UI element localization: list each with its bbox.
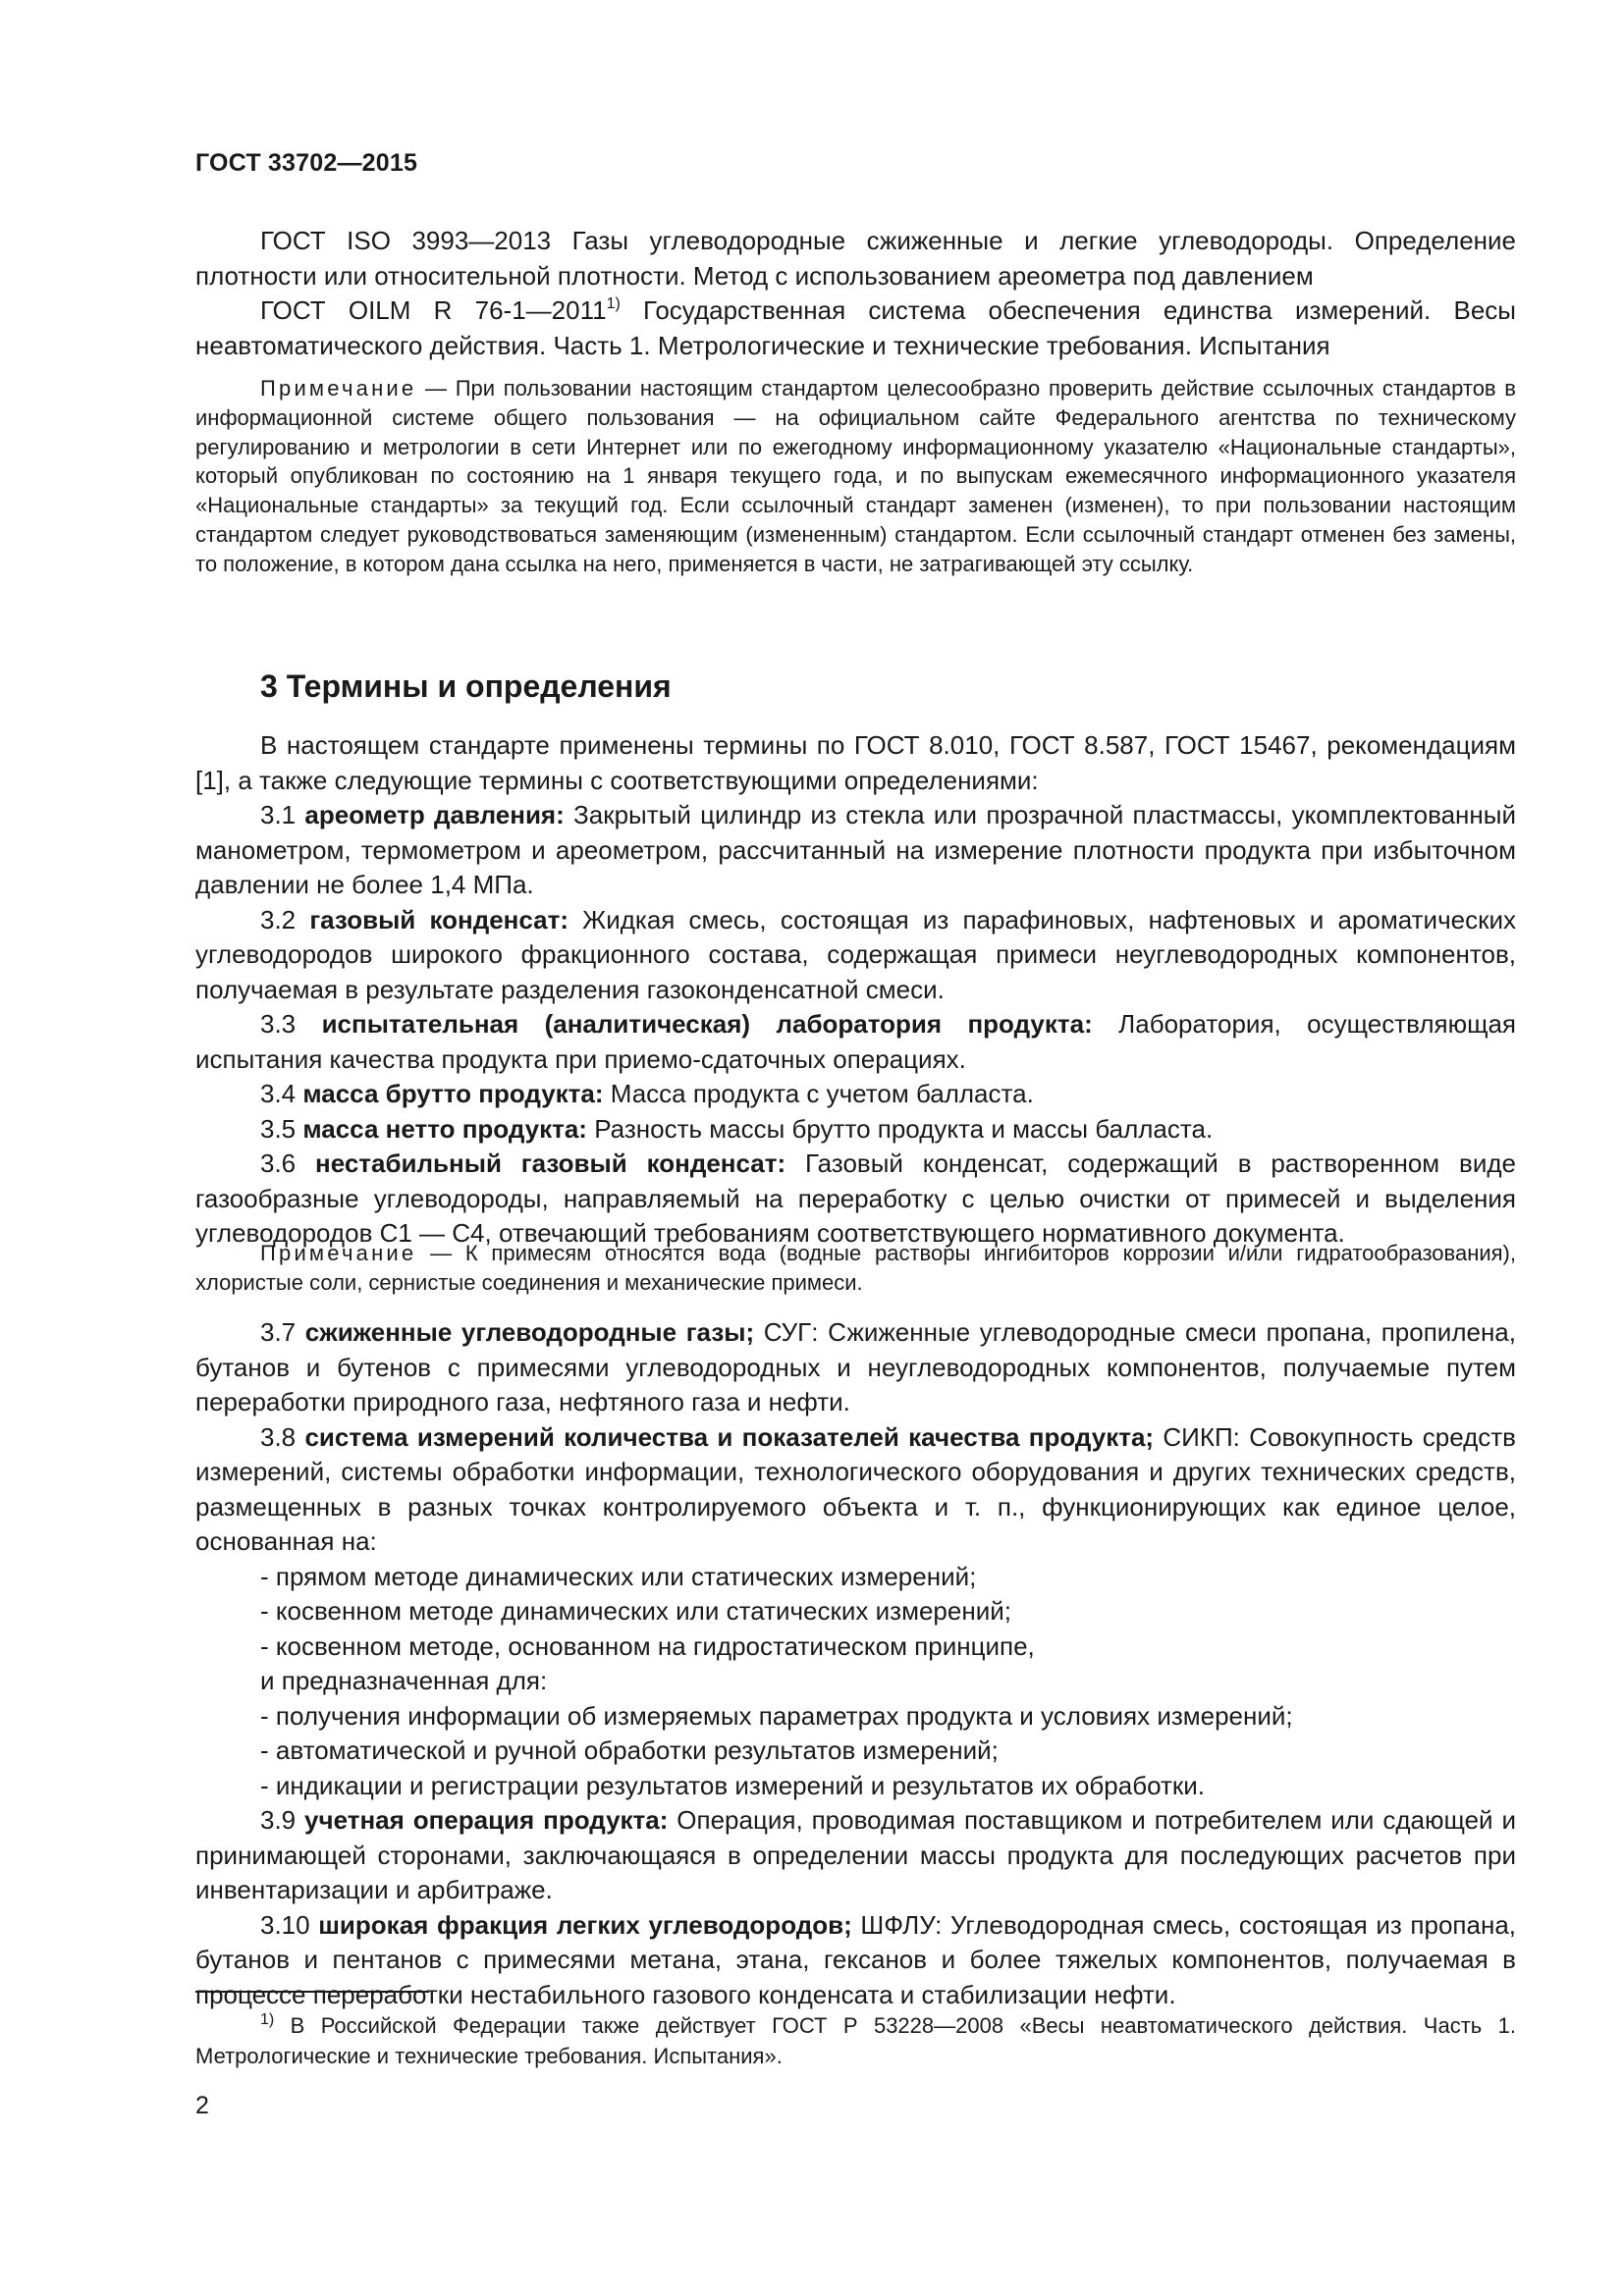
term-name: учетная операция продукта: <box>304 1805 669 1835</box>
term-definition: Жидкая смесь, состоящая из парафиновых, нафтеновых и ароматических углеводородов широкого фракционного состава, содержащая примеси неуглеводородных компонентов, получаемая в результате разделения газоконденсатной смеси. <box>195 904 1516 1004</box>
references-block <box>195 224 1516 363</box>
section-intro: В настоящем стандарте применены термины по ГОСТ 8.010, ГОСТ 8.587, ГОСТ 15467, рекомендациям [1], а также следующие термины с соответствующими определениями: <box>195 730 1516 795</box>
term-3-6 <box>195 1147 1516 1252</box>
note-1-text: — При пользовании настоящим стандартом целесообразно проверить действие ссылочных стандартов в информационной системе общего пользования — на официальном сайте Федерального агентства по техническому регулированию и метрологии в сети Интернет или по ежегодному информационному указателю «Национальные стандарты», который опубликован по состоянию на 1 января текущего года, и по выпускам ежемесячного информационного указателя «Национальные стандарты» за текущий год. Если ссылочный стандарт заменен (изменен), то при пользовании настоящим стандартом следует руководствоваться заменяющим (измененным) стандартом. Если ссылочный стандарт отменен без замены, то положение, в котором дана ссылка на него, применяется в части, не затрагивающей эту ссылку. <box>195 376 1516 576</box>
footnote-ref-mark: 1) <box>606 295 621 312</box>
term-number: 3.7 <box>260 1317 305 1347</box>
term-name: масса брутто продукта: <box>302 1079 604 1108</box>
section-3-body <box>195 728 1516 1252</box>
reference-2-code: ГОСТ OILM R 76-1—2011 <box>260 295 607 325</box>
note-2-label: Примечание <box>260 1241 417 1265</box>
term-3-8 <box>195 1420 1516 1560</box>
term-number: 3.2 <box>260 904 310 934</box>
term-name: испытательная (аналитическая) лаборатория продукта: <box>321 1009 1093 1039</box>
note-2 <box>195 1239 1516 1298</box>
term-definition: Закрытый цилиндр из стекла или прозрачной пластмассы, укомплектованный манометром, термометром и ареометром, рассчитанный на измерение плотности продукта при избыточном давлении не более 1,4 МПа. <box>195 800 1516 899</box>
list-item: - получения информации об измеряемых параметрах продукта и условиях измерений; <box>260 1700 1293 1731</box>
term-number: 3.10 <box>260 1909 319 1940</box>
term-number: 3.8 <box>260 1421 305 1452</box>
reference-2 <box>195 294 1516 363</box>
term-definition: ШФЛУ: Углеводородная смесь, состоящая из пропана, бутанов и пентанов с примесями метана, этана, гексанов и более тяжелых компонентов, получаемая в процессе переработки нестабильного газового конденсата и стабилизации нефти. <box>195 1909 1517 2009</box>
reference-2-title: Государственная система обеспечения единства измерений. Весы неавтоматического действия. Часть 1. Метрологические и технические требования. Испытания <box>195 295 1516 360</box>
list-item: - косвенном методе динамических или статических измерений; <box>260 1596 1011 1626</box>
reference-1: ГОСТ ISO 3993—2013 Газы углеводородные сжиженные и легкие углеводороды. Определение плотности или относительной плотности. Метод с использованием ареометра под давлением <box>195 226 1516 291</box>
note-1-label: Примечание <box>260 376 417 400</box>
term-3-4 <box>195 1077 1516 1112</box>
term-name: ареометр давления: <box>304 800 565 829</box>
term-name: масса нетто продукта: <box>302 1113 587 1144</box>
term-3-1 <box>195 798 1516 903</box>
term-name: сжиженные углеводородные газы; <box>304 1317 755 1347</box>
term-name: широкая фракция легких углеводородов; <box>318 1909 852 1940</box>
term-3-7 <box>195 1315 1516 1420</box>
term-definition: СИКП: Совокупность средств измерений, системы обработки информации, технологического оборудования и других технических средств, размещенных в разных точках контролируемого объекта и т. п., функционирующих как единое целое, основанная на: <box>195 1421 1516 1556</box>
term-3-5 <box>195 1112 1516 1148</box>
list-item: - автоматической и ручной обработки результатов измерений; <box>260 1735 999 1765</box>
page-number: 2 <box>195 2092 209 2119</box>
term-definition: Разность массы брутто продукта и массы балласта. <box>586 1113 1214 1144</box>
term-3-3 <box>195 1007 1516 1077</box>
term-number: 3.1 <box>260 800 305 829</box>
term-definition: Лаборатория, осуществляющая испытания качества продукта при приемо-сдаточных операциях. <box>195 1009 1517 1074</box>
footnote <box>195 2010 1516 2071</box>
term-number: 3.6 <box>260 1148 316 1178</box>
term-definition: Операция, проводимая поставщиком и потребителем или сдающей и принимающей сторонами, заключающаяся в определении массы продукта для последующих расчетов при инвентаризации и арбитраже. <box>195 1805 1516 1904</box>
term-definition: Масса продукта с учетом балласта. <box>603 1079 1034 1108</box>
document-header: ГОСТ 33702—2015 <box>195 149 418 177</box>
note-block-2 <box>195 1239 1516 1298</box>
footnote-text: В Российской Федерации также действует ГОСТ Р 53228—2008 «Весы неавтоматического действия. Часть 1. Метрологические и технические требования. Испытания». <box>195 2013 1516 2068</box>
note-1 <box>195 374 1516 579</box>
note-2-text: — К примесям относятся вода (водные растворы ингибиторов коррозии и/или гидратообразования), хлористые соли, сернистые соединения и механические примеси. <box>195 1241 1516 1295</box>
term-3-2 <box>195 903 1516 1008</box>
footnote-mark: 1) <box>260 2011 275 2028</box>
note-block-1 <box>195 374 1516 579</box>
footnote-block <box>195 2010 1516 2071</box>
list-item: - косвенном методе, основанном на гидростатическом принципе, <box>260 1630 1035 1661</box>
term-3-9 <box>195 1803 1516 1908</box>
section-3-body-continued <box>195 1315 1516 2012</box>
term-name: газовый конденсат: <box>309 904 568 934</box>
term-number: 3.9 <box>260 1805 305 1835</box>
term-definition: СУГ: Сжиженные углеводородные смеси пропана, пропилена, бутанов и бутенов с примесями углеводородных и неуглеводородных компонентов, получаемые путем переработки природного газа, нефтяного газа и нефти. <box>195 1317 1516 1416</box>
list-item: - индикации и регистрации результатов измерений и результатов их обработки. <box>260 1770 1206 1800</box>
term-3-10 <box>195 1908 1516 2013</box>
term-definition: Газовый конденсат, содержащий в растворенном виде газообразные углеводороды, направляемый на переработку с целью очистки от примесей и выделения углеводородов С1 — С4, отвечающий требованиям соответствующего нормативного документа. <box>195 1148 1516 1248</box>
section-heading: 3 Термины и определения <box>260 668 672 704</box>
term-number: 3.3 <box>260 1009 322 1039</box>
term-number: 3.5 <box>260 1113 303 1144</box>
footnote-separator <box>195 1991 429 1993</box>
term-name: система измерений количества и показателей качества продукта; <box>304 1421 1155 1452</box>
list-item: - прямом методе динамических или статических измерений; <box>260 1561 977 1591</box>
term-number: 3.4 <box>260 1079 303 1108</box>
term-name: нестабильный газовый конденсат: <box>315 1148 786 1178</box>
list-connector: и предназначенная для: <box>260 1666 548 1695</box>
